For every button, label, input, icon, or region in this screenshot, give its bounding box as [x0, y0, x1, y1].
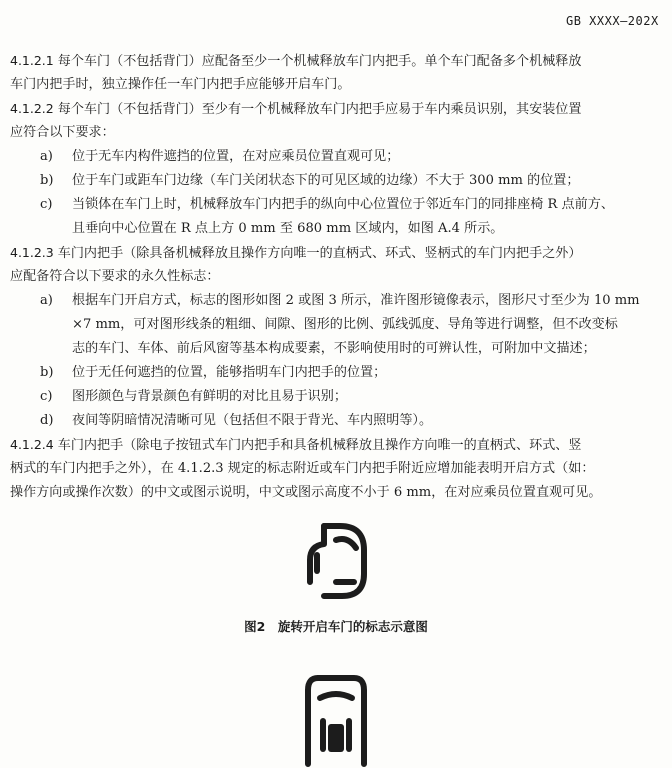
figure-2-caption: 图2 旋转开启车门的标志示意图: [244, 619, 428, 634]
clause-text: 车门内把手（除电子按钮式车门内把手和具备机械释放且操作方向唯一的直柄式、环式、竖: [57, 438, 582, 453]
clause-number: 4.1.2.3: [10, 245, 54, 260]
item-label: c): [40, 389, 53, 404]
list-item: [10, 385, 670, 409]
list-item: [10, 169, 670, 193]
item-label: d): [40, 413, 54, 428]
item-continuation: ×7 mm，可对图形线条的粗细、间隙、图形的比例、弧线弧度、导角等进行调整，但不改变标: [72, 317, 618, 332]
clause-text-line: 操作方向或操作次数）的中文或图示说明，中文或图示高度不小于 6 mm，在对应乘员位置直观可见。: [10, 485, 602, 500]
item-text: 当锁体在车门上时，机械释放车门内把手的纵向中心位置位于邻近车门的同排座椅 R 点前方、: [72, 197, 614, 212]
clause-number: 4.1.2.4: [10, 437, 54, 452]
list-item: [10, 289, 670, 313]
item-text: 位于无任何遮挡的位置，能够指明车门内把手的位置；: [72, 365, 387, 380]
item-label: b): [40, 365, 54, 380]
figure-3: [0, 668, 672, 768]
figure-2: [0, 516, 672, 606]
clause-number: 4.1.2.1: [10, 53, 54, 68]
rotating-door-symbol-icon: [296, 516, 376, 606]
item-continuation: 志的车门、车体、前后风窗等基本构成要素，不影响使用时的可辨认性，可附加中文描述；: [72, 341, 596, 356]
clause-4-1-2-4: [10, 433, 670, 457]
clause-text: 每个车门（不包括背门）应配备至少一个机械释放车门内把手。单个车门配备多个机械释放: [57, 54, 582, 69]
list-item: [10, 193, 670, 217]
item-label: c): [40, 197, 53, 212]
document-body: [10, 49, 670, 505]
item-continuation: 且垂向中心位置在 R 点上方 0 mm 至 680 mm 区域内，如图 A.4 所示。: [72, 221, 504, 236]
list-item: [10, 361, 670, 385]
item-label: a): [40, 149, 53, 164]
list-item: [10, 409, 670, 433]
clause-text: 车门内把手（除具备机械释放且操作方向唯一的直柄式、环式、竖柄式的车门内把手之外）: [57, 246, 582, 261]
item-label: b): [40, 173, 54, 188]
clause-4-1-2-3: [10, 241, 670, 265]
clause-text: 每个车门（不包括背门）至少有一个机械释放车门内把手应易于车内乘员识别，其安装位置: [57, 102, 582, 117]
item-text: 位于无车内构件遮挡的位置，在对应乘员位置直观可见；: [72, 149, 400, 164]
clause-4-1-2-1: [10, 49, 670, 73]
clause-number: 4.1.2.2: [10, 101, 54, 116]
doc-code: GB XXXX—202X: [566, 14, 659, 28]
clause-text-line: 柄式的车门内把手之外），在 4.1.2.3 规定的标志附近或车门内把手附近应增加能表明开启方式（如：: [10, 461, 595, 476]
item-text: 位于车门或距车门边缘（车门关闭状态下的可见区域的边缘）不大于 300 mm 的位置；: [72, 173, 580, 188]
clause-4-1-2-2: [10, 97, 670, 121]
clause-text-line: 应符合以下要求：: [10, 125, 115, 140]
sliding-door-symbol-icon: [296, 668, 376, 768]
item-text: 根据车门开启方式，标志的图形如图 2 或图 3 所示，准许图形镜像表示，图形尺寸至少为 10 mm: [72, 293, 640, 308]
item-text: 图形颜色与背景颜色有鲜明的对比且易于识别；: [72, 389, 347, 404]
clause-text-line: 应配备符合以下要求的永久性标志：: [10, 269, 220, 284]
list-item: [10, 145, 670, 169]
item-label: a): [40, 293, 53, 308]
clause-text-line: 车门内把手时，独立操作任一车门内把手应能够开启车门。: [10, 77, 351, 92]
item-text: 夜间等阴暗情况清晰可见（包括但不限于背光、车内照明等）。: [72, 413, 433, 428]
